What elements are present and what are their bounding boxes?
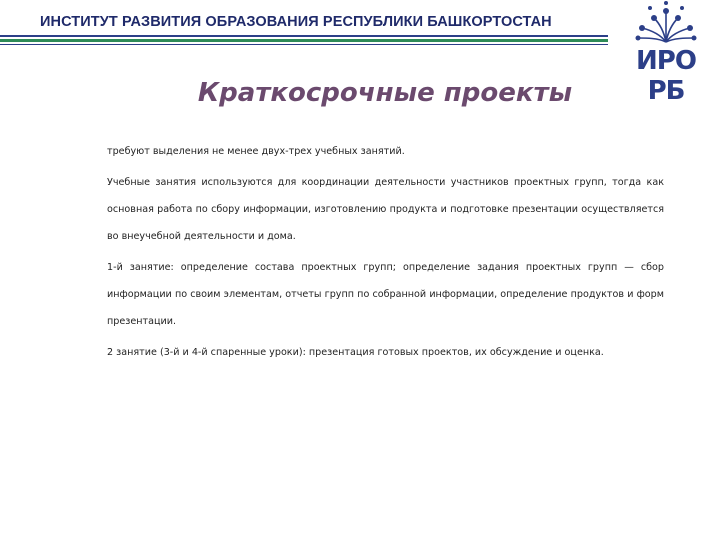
paragraph-1: требуют выделения не менее двух-трех учебных занятий. xyxy=(107,146,405,157)
dandelion-emblem-icon xyxy=(620,0,712,44)
header-title: ИНСТИТУТ РАЗВИТИЯ ОБРАЗОВАНИЯ РЕСПУБЛИКИ БАШКОРТОСТАН xyxy=(40,14,552,30)
logo-text: ИРО РБ xyxy=(636,46,696,106)
paragraph-3: 1-й занятие: определение состава проектных групп; определение задания проектных групп — сбор информации по своим элементам, отчеты групп по собранной информации, определение продуктов и форм презентации. xyxy=(107,262,664,327)
paragraph-4: 2 занятие (3-й и 4-й спаренные уроки): презентация готовых проектов, их обсуждение и оценка. xyxy=(107,347,604,358)
header-rule-middle xyxy=(0,39,608,42)
header-rule-top xyxy=(0,35,608,37)
header-rule-bottom xyxy=(0,44,608,45)
body-text xyxy=(107,138,664,370)
paragraph-2: Учебные занятия используются для координации деятельности участников проектных групп, тогда как основная работа по сбору информации, изготовлению продукта и подготовке презентации осуществляется во внеучебной деятельности и дома. xyxy=(107,177,664,242)
page-title: Краткосрочные проекты xyxy=(197,78,573,108)
logo xyxy=(620,0,712,106)
